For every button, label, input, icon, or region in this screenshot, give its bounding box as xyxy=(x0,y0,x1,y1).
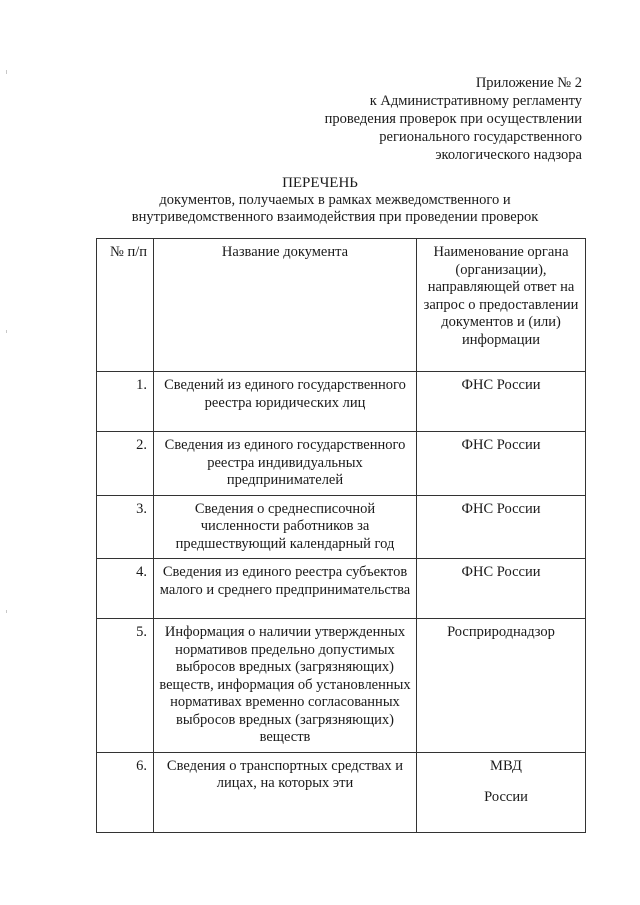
row-organization: ФНС России xyxy=(417,495,586,559)
organization-line: России xyxy=(484,789,528,805)
row-num: 3. xyxy=(97,495,154,559)
table-header-row xyxy=(97,239,586,372)
table-row xyxy=(97,495,586,559)
header-num: № п/п xyxy=(97,239,154,372)
document-title: ПЕРЕЧЕНЬ xyxy=(282,175,358,191)
scan-mark xyxy=(6,330,7,333)
header-name: Название документа xyxy=(154,239,417,372)
row-document-name: Сведения о среднесписочной численности работников за предшествующий календарный год xyxy=(154,495,417,559)
header-org: Наименование органа (организации), направляющей ответ на запрос о предоставлении документов и (или) информации xyxy=(417,239,586,372)
subtitle-line: документов, получаемых в рамках межведомственного и xyxy=(159,192,511,208)
row-organization: Росприроднадзор xyxy=(417,619,586,753)
row-organization: ФНС России xyxy=(417,559,586,619)
subtitle-line: внутриведомственного взаимодействия при проведении проверок xyxy=(131,209,539,225)
table-row xyxy=(97,752,586,832)
document-subtitle xyxy=(100,192,570,226)
appendix-line: к Административному регламенту xyxy=(369,93,582,109)
scan-mark xyxy=(6,610,7,613)
organization-line: МВД xyxy=(490,757,522,774)
row-num: 2. xyxy=(97,432,154,496)
table-row xyxy=(97,432,586,496)
row-document-name: Сведений из единого государственного реестра юридических лиц xyxy=(154,372,417,432)
table-row xyxy=(97,372,586,432)
row-organization: ФНС России xyxy=(417,372,586,432)
row-num: 6. xyxy=(97,752,154,832)
documents-table xyxy=(96,238,586,833)
row-organization xyxy=(417,752,586,832)
row-document-name: Сведения из единого реестра субъектов малого и среднего предпринимательства xyxy=(154,559,417,619)
table-row xyxy=(97,619,586,753)
appendix-line: регионального государственного xyxy=(379,129,582,145)
appendix-line: экологического надзора xyxy=(435,147,582,163)
table-row xyxy=(97,559,586,619)
appendix-line: Приложение № 2 xyxy=(475,75,582,91)
row-document-name: Сведения о транспортных средствах и лицах, на которых эти xyxy=(154,752,417,832)
row-num: 5. xyxy=(97,619,154,753)
row-organization: ФНС России xyxy=(417,432,586,496)
appendix-line: проведения проверок при осуществлении xyxy=(324,111,582,127)
scan-mark xyxy=(6,70,7,74)
row-document-name: Информация о наличии утвержденных нормативов предельно допустимых выбросов вредных (загрязняющих) веществ, информация об установленных нормативах временно согласованных выбросов вредных (загрязняющих) веществ xyxy=(154,619,417,753)
row-document-name: Сведения из единого государственного реестра индивидуальных предпринимателей xyxy=(154,432,417,496)
appendix-header xyxy=(325,74,582,164)
row-num: 4. xyxy=(97,559,154,619)
organization-split xyxy=(421,758,581,807)
row-num: 1. xyxy=(97,372,154,432)
